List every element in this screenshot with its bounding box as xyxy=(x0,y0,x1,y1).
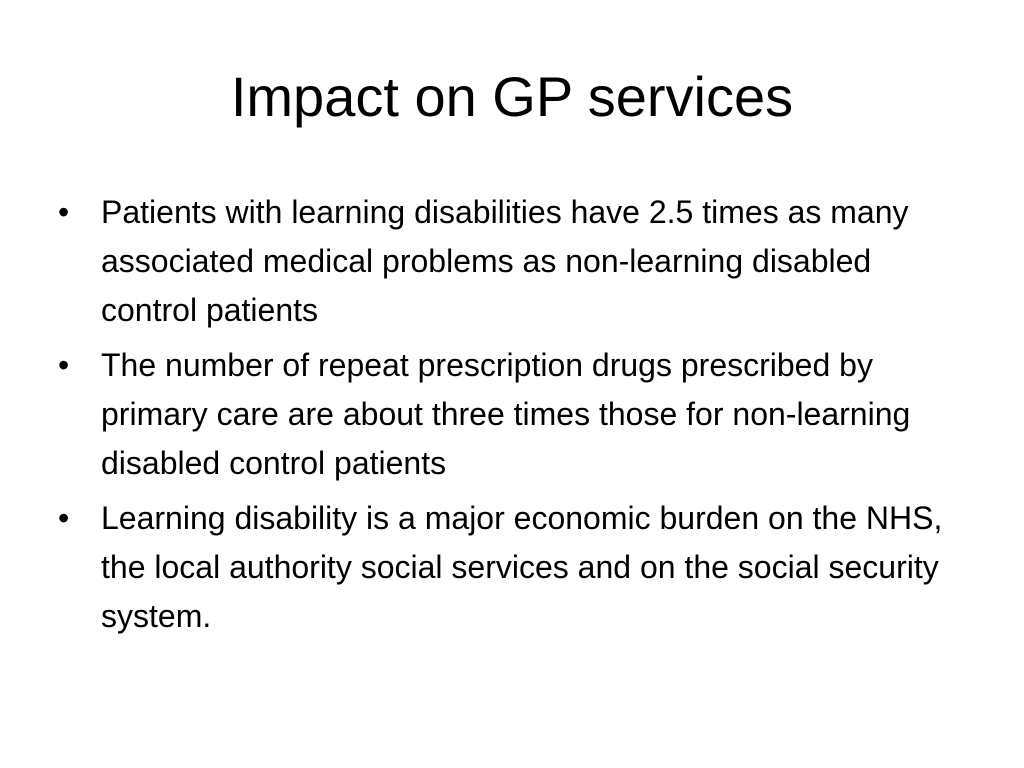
bullet-item-1 xyxy=(56,188,976,335)
bullet-text: Learning disability is a major economic burden on the NHS, the local authority social services and on the social security system. xyxy=(101,500,943,634)
bullet-text: Patients with learning disabilities have 2.5 times as many associated medical problems as non-learning disabled control patients xyxy=(101,194,909,328)
slide-title: Impact on GP services xyxy=(230,65,794,128)
bullet-item-2 xyxy=(56,341,976,488)
bullet-item-3 xyxy=(56,494,976,641)
bullet-marker: • xyxy=(58,500,70,536)
bullet-marker: • xyxy=(58,194,70,230)
bullet-list xyxy=(56,188,976,647)
bullet-marker: • xyxy=(58,347,70,383)
bullet-text: The number of repeat prescription drugs prescribed by primary care are about three times those for non-learning disabled control patients xyxy=(101,347,911,481)
